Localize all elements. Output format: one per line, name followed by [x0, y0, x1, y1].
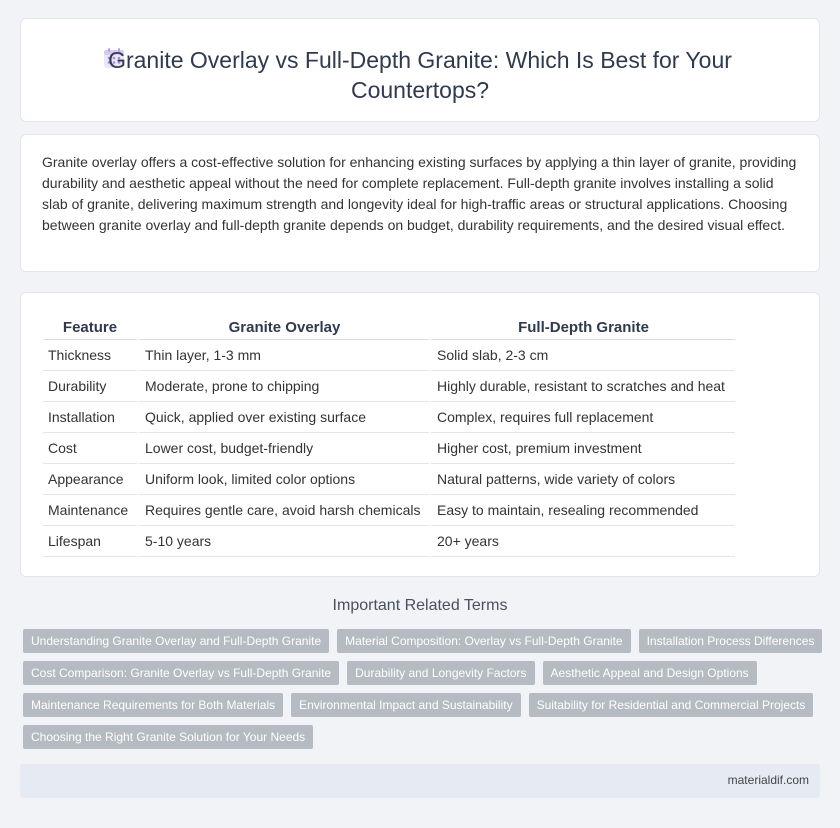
- related-terms-list: [23, 629, 823, 749]
- table-header-row: [43, 315, 735, 340]
- page-title: Granite Overlay vs Full-Depth Granite: Which Is Best for Your Countertops?: [108, 47, 732, 103]
- table-cell: Solid slab, 2-3 cm: [429, 340, 735, 371]
- table-row: [43, 371, 735, 402]
- table-row: [43, 340, 735, 371]
- table-cell: Thin layer, 1-3 mm: [137, 340, 429, 371]
- related-term-tag[interactable]: Suitability for Residential and Commercial Projects: [529, 693, 814, 717]
- related-term-tag[interactable]: Understanding Granite Overlay and Full-Depth Granite: [23, 629, 329, 653]
- table-row: [43, 526, 735, 557]
- table-cell: Lower cost, budget-friendly: [137, 433, 429, 464]
- table-cell: Maintenance: [43, 495, 137, 526]
- table-cell: Uniform look, limited color options: [137, 464, 429, 495]
- table-cell: 20+ years: [429, 526, 735, 557]
- table-row: [43, 402, 735, 433]
- related-term-tag[interactable]: Maintenance Requirements for Both Materials: [23, 693, 283, 717]
- table-cell: Installation: [43, 402, 137, 433]
- footer-site-link[interactable]: materialdif.com: [727, 773, 809, 787]
- header-feature: Feature: [43, 315, 137, 340]
- related-terms-heading: Important Related Terms: [332, 597, 508, 614]
- comparison-table-card: [20, 292, 820, 577]
- related-term-tag[interactable]: Aesthetic Appeal and Design Options: [543, 661, 757, 685]
- table-row: [43, 433, 735, 464]
- related-term-tag[interactable]: Durability and Longevity Factors: [347, 661, 534, 685]
- related-term-tag[interactable]: Environmental Impact and Sustainability: [291, 693, 520, 717]
- table-cell: Highly durable, resistant to scratches and heat: [429, 371, 735, 402]
- comparison-table: [43, 315, 735, 557]
- table-row: [43, 495, 735, 526]
- title-row: [21, 19, 819, 121]
- table-cell: Complex, requires full replacement: [429, 402, 735, 433]
- table-cell: 5-10 years: [137, 526, 429, 557]
- table-row: [43, 464, 735, 495]
- intro-paragraph: Granite overlay offers a cost-effective solution for enhancing existing surfaces by applying a thin layer of granite, providing durability and aesthetic appeal without the need for complete replacement. Full-depth granite involves installing a solid slab of granite, delivering maximum strength and longevity ideal for high-traffic areas or structural applications. Choosing between granite overlay and full-depth granite depends on budget, durability requirements, and the desired visual effect.: [42, 154, 797, 233]
- related-term-tag[interactable]: Cost Comparison: Granite Overlay vs Full-Depth Granite: [23, 661, 339, 685]
- table-cell: Cost: [43, 433, 137, 464]
- table-cell: Moderate, prone to chipping: [137, 371, 429, 402]
- header-granite-overlay: Granite Overlay: [137, 315, 429, 340]
- related-term-tag[interactable]: Choosing the Right Granite Solution for Your Needs: [23, 725, 313, 749]
- table-cell: Requires gentle care, avoid harsh chemicals: [137, 495, 429, 526]
- table-cell: Easy to maintain, resealing recommended: [429, 495, 735, 526]
- table-cell: Lifespan: [43, 526, 137, 557]
- footer: [20, 764, 820, 798]
- related-term-tag[interactable]: Material Composition: Overlay vs Full-Depth Granite: [337, 629, 630, 653]
- table-cell: Appearance: [43, 464, 137, 495]
- table-cell: Natural patterns, wide variety of colors: [429, 464, 735, 495]
- related-term-tag[interactable]: Installation Process Differences: [639, 629, 823, 653]
- table-cell: Higher cost, premium investment: [429, 433, 735, 464]
- intro-card: [20, 134, 820, 272]
- table-cell: Thickness: [43, 340, 137, 371]
- table-cell: Durability: [43, 371, 137, 402]
- table-cell: Quick, applied over existing surface: [137, 402, 429, 433]
- header-full-depth-granite: Full-Depth Granite: [429, 315, 735, 340]
- header-card: [20, 18, 820, 122]
